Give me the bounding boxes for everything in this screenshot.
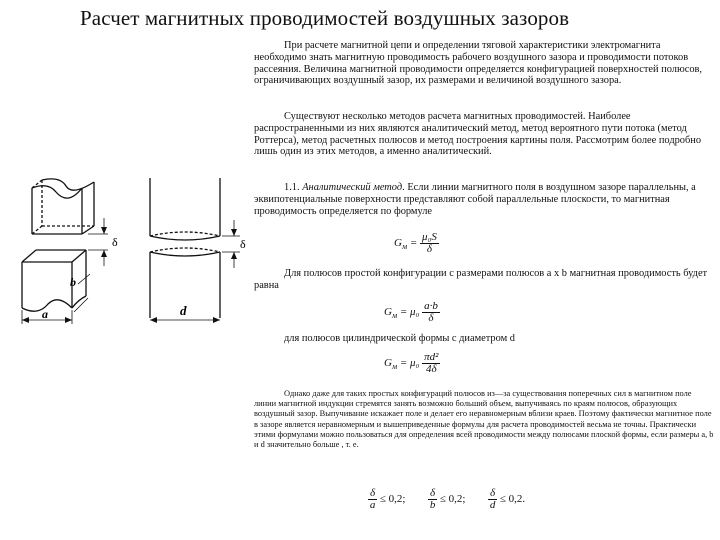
c2-rel: ≤ 0,2;	[439, 493, 466, 506]
f3-lhs: G	[384, 357, 392, 370]
f3-eq: = μ₀	[399, 357, 420, 370]
section-title: Аналитический метод	[302, 182, 403, 193]
f2-lhs: G	[384, 306, 392, 319]
f1-num: μ₀S	[422, 231, 437, 243]
f2-den: δ	[428, 312, 434, 324]
f1-sub: м	[401, 242, 408, 252]
f2-num: a·b	[424, 300, 438, 312]
c3-rel: ≤ 0,2.	[499, 493, 526, 506]
condition-d	[488, 488, 525, 511]
c3-den: d	[489, 499, 496, 511]
c1-num: δ	[370, 487, 376, 499]
cylindrical-pole-figure	[150, 178, 240, 320]
paragraph-intro: При расчете магнитной цепи и определении тяговой характеристики электромагнита необходимо знать магнитную проводимость рабочего воздушного зазора и проводимости потоков рассеяния. Величина магнитной проводимости определяется конфигурацией поверхностей полюсов, ограничивающих воздушный зазор, их размерами и величиной воздушного зазора.	[254, 40, 703, 87]
delta-label-rect: δ	[112, 235, 118, 249]
f2-eq: = μ₀	[399, 306, 420, 319]
paragraph-methods: Существуют несколько методов расчета магнитных проводимостей. Наиболее распространенными из них являются аналитический метод, метод вероятного пути потока (метод Роттерса), метод расчетных полюсов и метод построения картины поля. Рассмотрим более подробно лишь один из этих методов, а именно аналитический.	[254, 111, 702, 158]
section-number: 1.1.	[284, 182, 303, 193]
f3-sub: м	[391, 362, 398, 372]
c3-num: δ	[490, 487, 496, 499]
d-label: d	[180, 303, 187, 318]
b-label: b	[70, 275, 76, 289]
paragraph-cyl-poles: для полюсов цилиндрической формы с диаметром d	[284, 333, 515, 344]
rectangular-pole-figure	[22, 179, 108, 324]
f1-den: δ	[426, 243, 432, 255]
f3-num: πd²	[424, 351, 439, 363]
page-title: Расчет магнитных проводимостей воздушных зазоров	[80, 6, 570, 30]
a-label: a	[42, 307, 48, 321]
c2-den: b	[429, 499, 436, 511]
condition-a	[368, 488, 405, 511]
formula-conductance-general	[394, 232, 439, 255]
condition-b	[428, 488, 465, 511]
c1-den: a	[369, 499, 376, 511]
paragraph-rect-poles: Для полюсов простой конфигурации с размерами полюсов a x b магнитная проводимость будет равна	[254, 268, 708, 291]
formula-conductance-cyl	[384, 352, 440, 375]
c2-num: δ	[430, 487, 436, 499]
f2-sub: м	[391, 311, 398, 321]
poles-figure	[8, 178, 258, 328]
delta-label-cyl: δ	[240, 237, 246, 251]
paragraph-analytic	[254, 182, 714, 217]
formula-conductance-rect	[384, 301, 440, 324]
f1-lhs: G	[394, 237, 402, 250]
section-text: . Если линии магнитного поля в воздушном зазоре параллельны, а эквипотенциальные поверхности представляют собой параллельные плоскости, то магнитная проводимость определяется по формуле	[254, 182, 696, 217]
c1-rel: ≤ 0,2;	[379, 493, 406, 506]
f3-den: 4δ	[425, 363, 437, 375]
paragraph-fringing: Однако даже для таких простых конфигураций полюсов из—за существования поперечных сил в магнитном поле линии магнитной индукции стремятся занять возможно больший объем, выпучиваясь по краям полюсов, образующих воздушный зазор. Выпучивание искажает поле и делает его неравномерным вблизи краев. Поэтому фактически магнитное поле в зазоре является неравномерным и вышеприведенные формулы для расчета проводимостей весьма не точны. Практически этими формулами можно пользоваться для определения всей проводимости между полюсами плоской формы, если размеры a, b и d значительно больше , т. е.	[254, 389, 714, 450]
f1-eq: =	[409, 237, 418, 250]
